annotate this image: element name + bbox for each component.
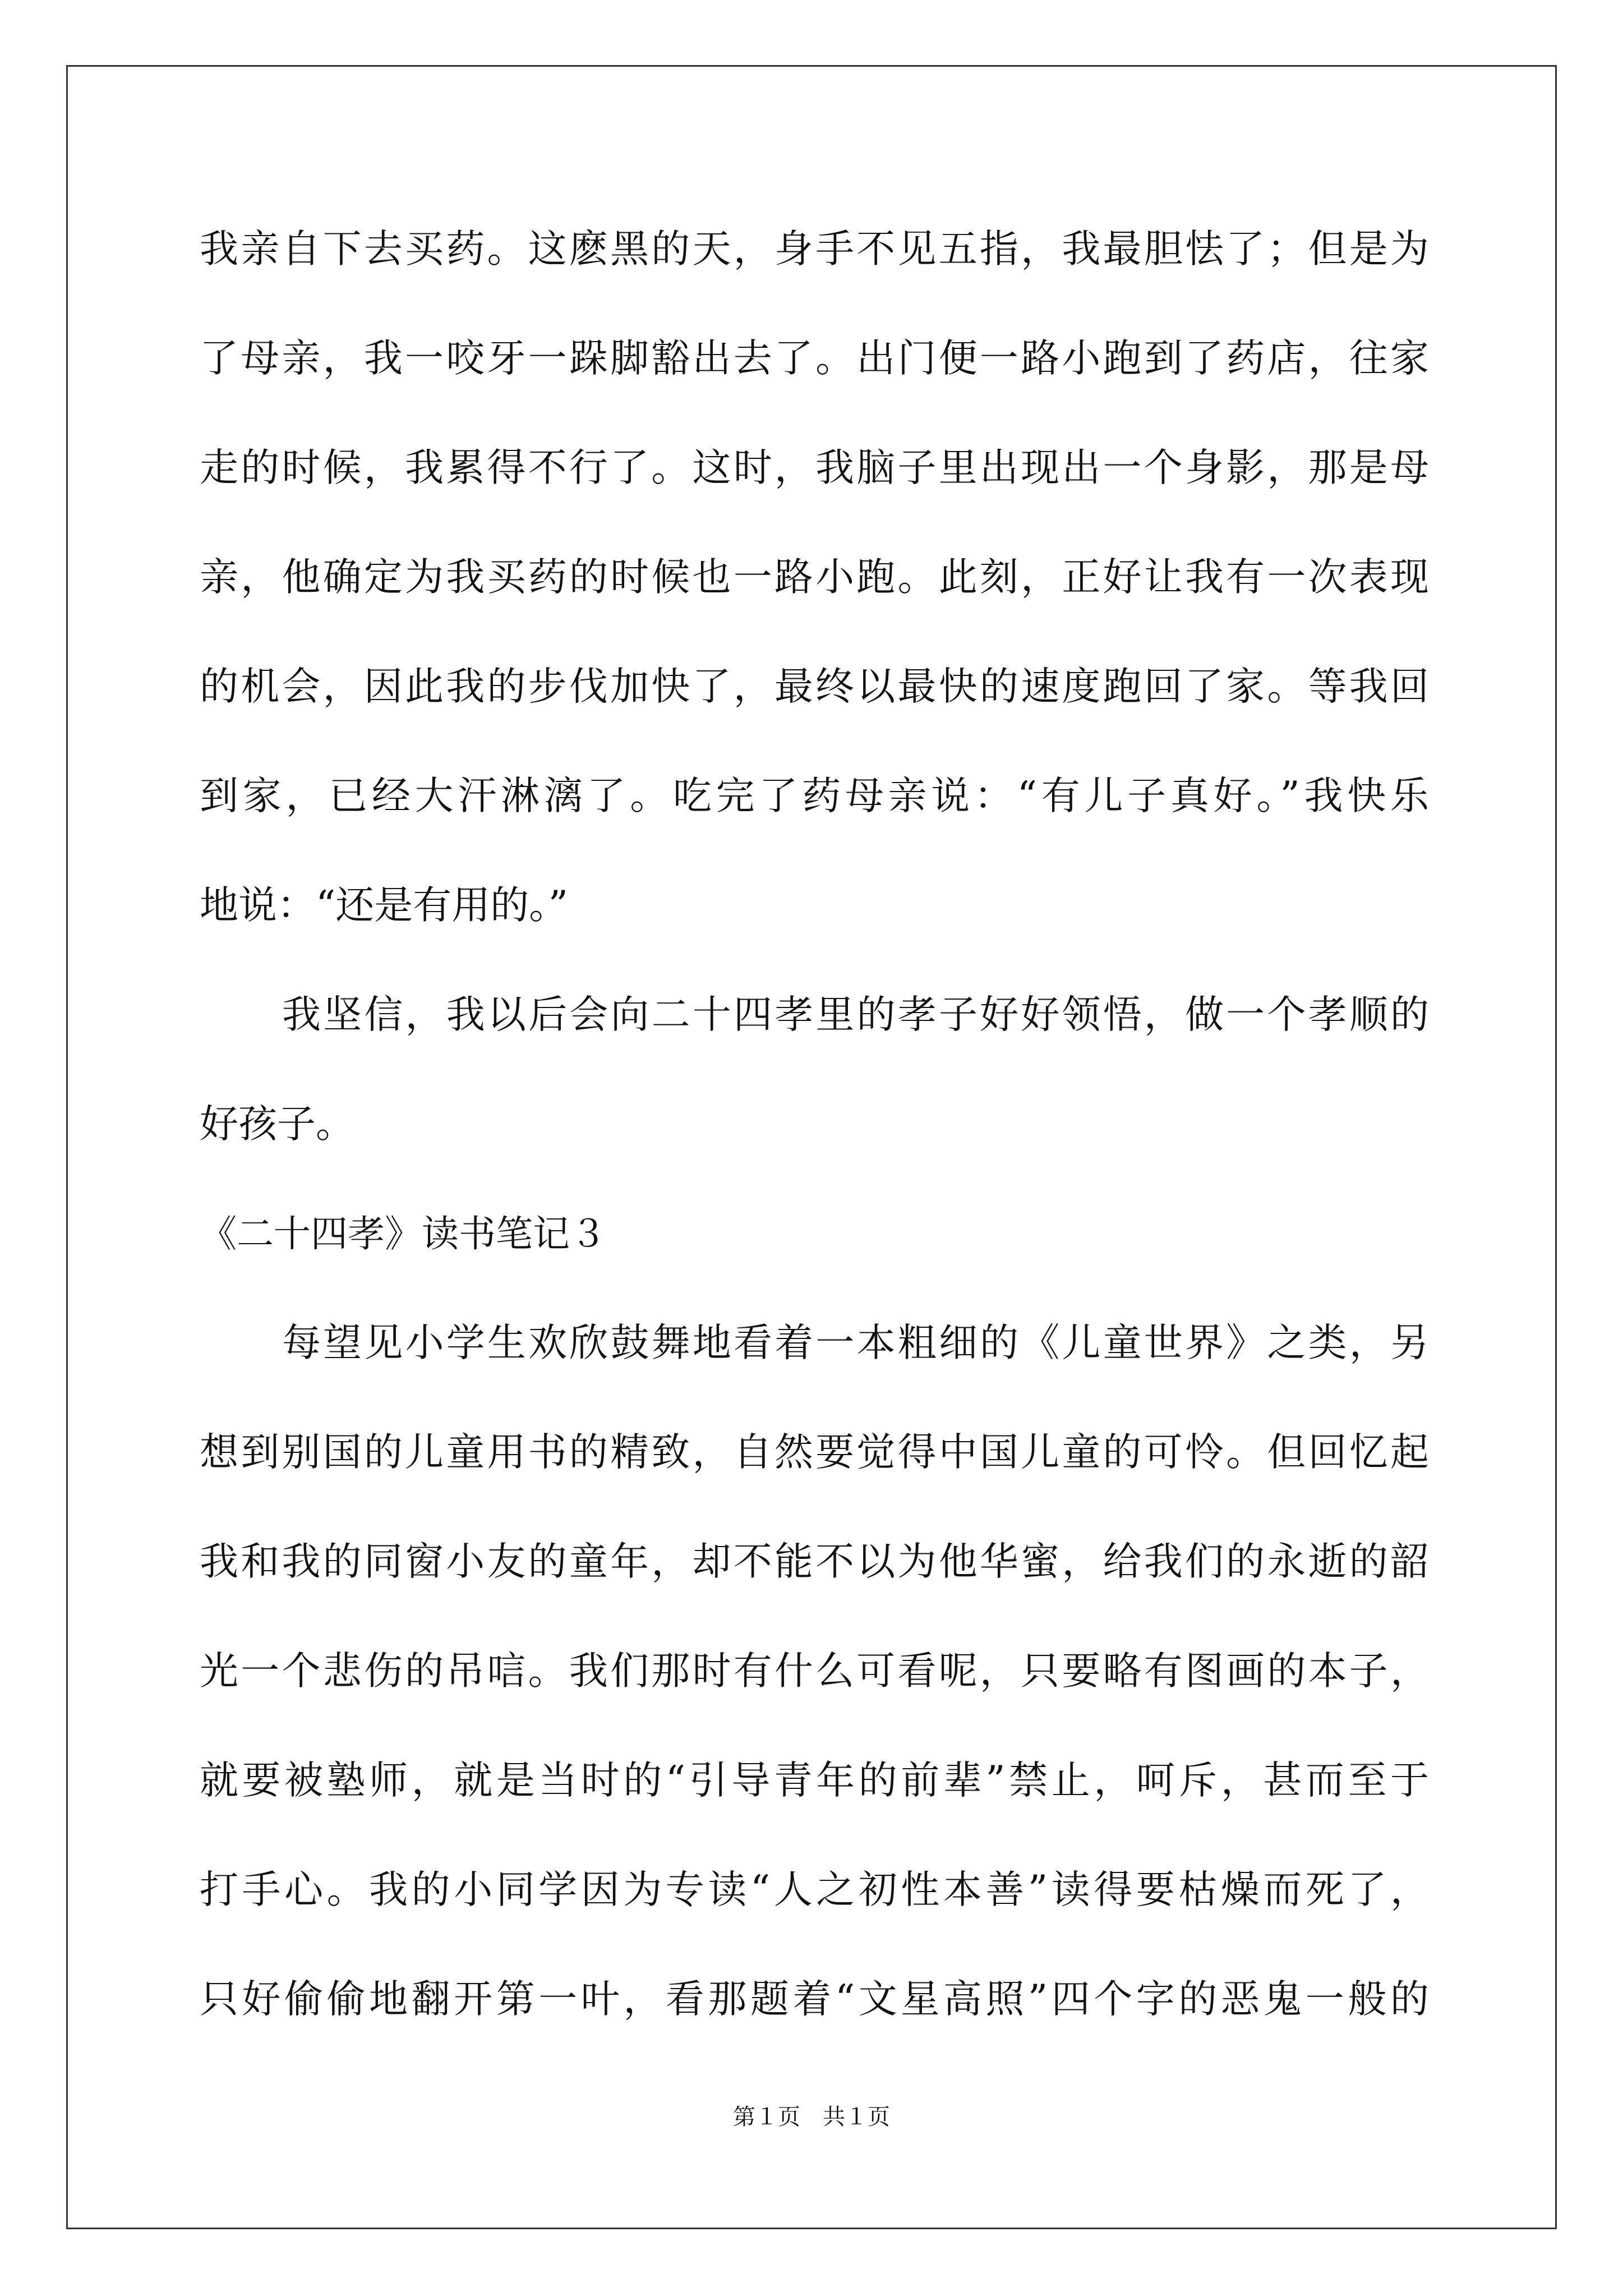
page-total: 共１页 [823,2104,890,2130]
paragraph-2-line-1: 我坚信，我以后会向二十四孝里的孝子好好领悟，做一个孝顺的 [282,992,1429,1037]
paragraph-1-line-7: 地说：“还是有用的。” [200,883,569,928]
paragraph-3-line-1: 每望见小学生欢欣鼓舞地看着一本粗细的《儿童世界》之类，另 [282,1320,1429,1365]
paragraph-1-line-1: 我亲自下去买药。这麽黑的天，身手不见五指，我最胆怯了；但是为 [200,227,1429,272]
paragraph-3-line-4: 光一个悲伤的吊唁。我们那时有什么可看呢，只要略有图画的本子， [200,1649,1429,1694]
paragraph-1-line-3: 走的时候，我累得不行了。这时，我脑子里出现出一个身影，那是母 [200,445,1429,490]
paragraph-3-line-2: 想到别国的儿童用书的精致，自然要觉得中国儿童的可怜。但回忆起 [200,1430,1429,1475]
paragraph-3-line-5: 就要被塾师，就是当时的“引导青年的前辈”禁止，呵斥，甚而至于 [200,1758,1429,1803]
paragraph-1-line-5: 的机会，因此我的步伐加快了，最终以最快的速度跑回了家。等我回 [200,664,1429,709]
page-number: 第１页 [733,2104,800,2130]
section-heading: 《二十四孝》读书笔记３ [200,1212,607,1255]
paragraph-3-line-3: 我和我的同窗小友的童年，却不能不以为他华蜜，给我们的永逝的韶 [200,1539,1429,1584]
paragraph-2-line-2: 好孩子。 [200,1102,354,1147]
paragraph-1-line-6: 到家，已经大汗淋漓了。吃完了药母亲说：“有儿子真好。”我快乐 [200,774,1429,818]
paragraph-3-line-6: 打手心。我的小同学因为专读“人之初性本善”读得要枯燥而死了， [200,1867,1429,1912]
paragraph-1-line-2: 了母亲，我一咬牙一跺脚豁出去了。出门便一路小跑到了药店，往家 [200,336,1429,381]
paragraph-1-line-4: 亲，他确定为我买药的时候也一路小跑。此刻，正好让我有一次表现 [200,555,1429,600]
paragraph-3-line-7: 只好偷偷地翻开第一叶，看那题着“文星高照”四个字的恶鬼一般的 [200,1977,1429,2022]
page-footer [0,2106,1623,2128]
